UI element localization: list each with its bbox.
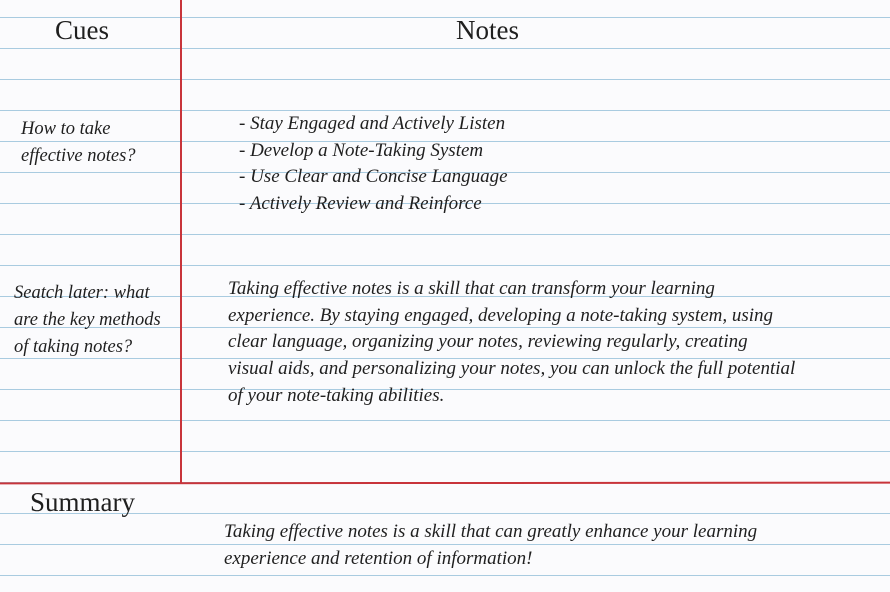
cue-line: are the key methods (14, 310, 161, 330)
summary-line: Taking effective notes is a skill that can greatly enhance your learning (224, 521, 758, 542)
summary-divider (0, 482, 890, 485)
paragraph-line: Taking effective notes is a skill that can transform your learning (228, 278, 715, 299)
notes-heading: Notes (456, 15, 519, 45)
list-item: - Use Clear and Concise Language (239, 166, 508, 188)
cue-question-2 (14, 280, 161, 361)
summary-text (224, 519, 757, 572)
cue-line: Seatch later: what (14, 283, 150, 303)
cue-line: of taking notes? (14, 337, 133, 357)
cue-line: effective notes? (21, 146, 136, 166)
paragraph-line: of your note-taking abilities. (228, 384, 445, 406)
notes-paragraph (228, 276, 795, 410)
list-item: - Develop a Note-Taking System (239, 139, 484, 161)
cues-heading: Cues (55, 15, 109, 45)
cue-line: How to take (21, 119, 111, 139)
cue-column-divider (180, 0, 182, 484)
cue-question-1 (21, 116, 136, 170)
summary-heading: Summary (30, 487, 135, 517)
list-item: - Stay Engaged and Actively Listen (239, 113, 506, 134)
paragraph-line: experience. By staying engaged, developing a note-taking system, using (228, 304, 774, 326)
list-item: - Actively Review and Reinforce (239, 193, 482, 215)
summary-line: experience and retention of information! (224, 547, 533, 569)
paragraph-line: visual aids, and personalizing your notes, you can unlock the full potential (228, 358, 796, 380)
paragraph-line: clear language, organizing your notes, reviewing regularly, creating (228, 331, 748, 353)
notes-bullet-list (239, 111, 508, 218)
